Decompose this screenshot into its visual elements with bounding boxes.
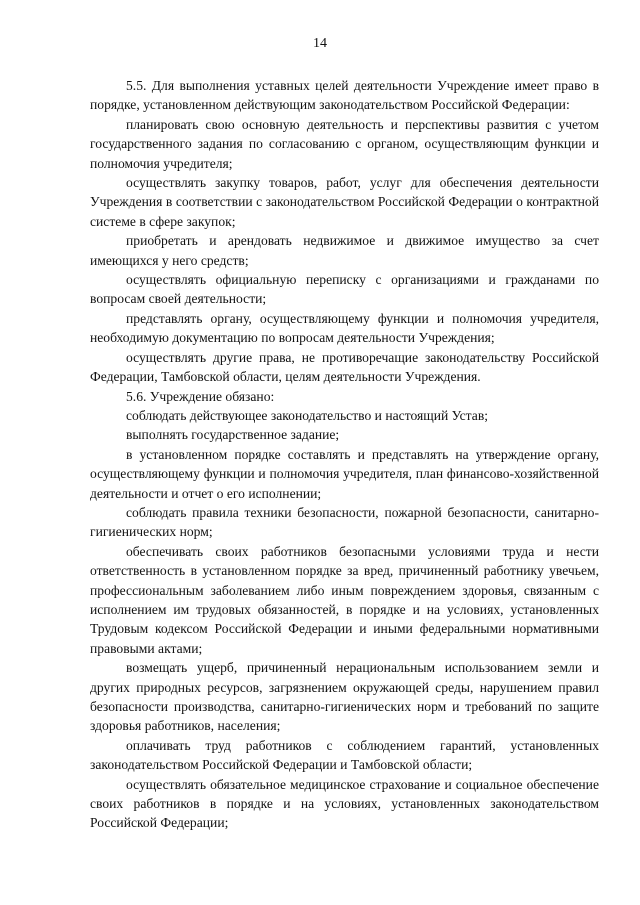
- right-item: осуществлять закупку товаров, работ, услуг для обеспечения деятельности Учреждения в соответствии с законодательством Российской Федерации о контрактной системе в сфере закупок;: [90, 175, 599, 229]
- paragraph-5-5: 5.5. Для выполнения уставных целей деятельности Учреждение имеет право в порядке, установленном действующим законодательством Российской Федерации:: [90, 78, 599, 113]
- right-item: планировать свою основную деятельность и перспективы развития с учетом государственного задания по согласованию с органом, осуществляющим функции и полномочия учредителя;: [90, 116, 599, 171]
- obligation-item: осуществлять обязательное медицинское страхование и социальное обеспечение своих работников в порядке и на условиях, установленных законодательством Российской Федерации;: [90, 776, 599, 831]
- right-item: приобретать и арендовать недвижимое и движимое имущество за счет имеющихся у него средств;: [90, 233, 599, 268]
- obligation-item: обеспечивать своих работников безопасными условиями труда и нести ответственность в установленном порядке за вред, причиненный работнику увечьем, профессиональным заболеванием либо иным повреждением здоровья, связанным с исполнением им трудовых обязанностей, в порядке и на условиях, установленных Трудовым кодексом Российской Федерации и иными федеральными нормативными правовыми актами;: [90, 543, 599, 656]
- obligation-item: возмещать ущерб, причиненный нерациональным использованием земли и других природных ресурсов, загрязнением окружающей среды, нарушением правил безопасности производства, санитарно-гигиенических норм и требований по защите здоровья работников, населения;: [90, 660, 599, 734]
- obligation-item: выполнять государственное задание;: [126, 427, 340, 443]
- page-number: 14: [313, 36, 327, 51]
- obligation-item: соблюдать действующее законодательство и настоящий Устав;: [126, 407, 489, 423]
- obligation-item: в установленном порядке составлять и представлять на утверждение органу, осуществляющему функции и полномочия учредителя, план финансово-хозяйственной деятельности и отчет о его исполнении;: [90, 446, 599, 501]
- right-item: представлять органу, осуществляющему функции и полномочия учредителя, необходимую документацию по вопросам деятельности Учреждения;: [90, 310, 599, 346]
- document-body: [90, 76, 599, 833]
- paragraph-5-6: 5.6. Учреждение обязано:: [126, 388, 275, 404]
- right-item: осуществлять другие права, не противоречащие законодательству Российской Федерации, Тамбовской области, целям деятельности Учреждения.: [90, 349, 599, 385]
- obligation-item: оплачивать труд работников с соблюдением гарантий, установленных законодательством Российской Федерации и Тамбовской области;: [90, 737, 599, 773]
- right-item: осуществлять официальную переписку с организациями и гражданами по вопросам своей деятельности;: [90, 272, 599, 307]
- obligation-item: соблюдать правила техники безопасности, пожарной безопасности, санитарно-гигиенических норм;: [90, 504, 599, 540]
